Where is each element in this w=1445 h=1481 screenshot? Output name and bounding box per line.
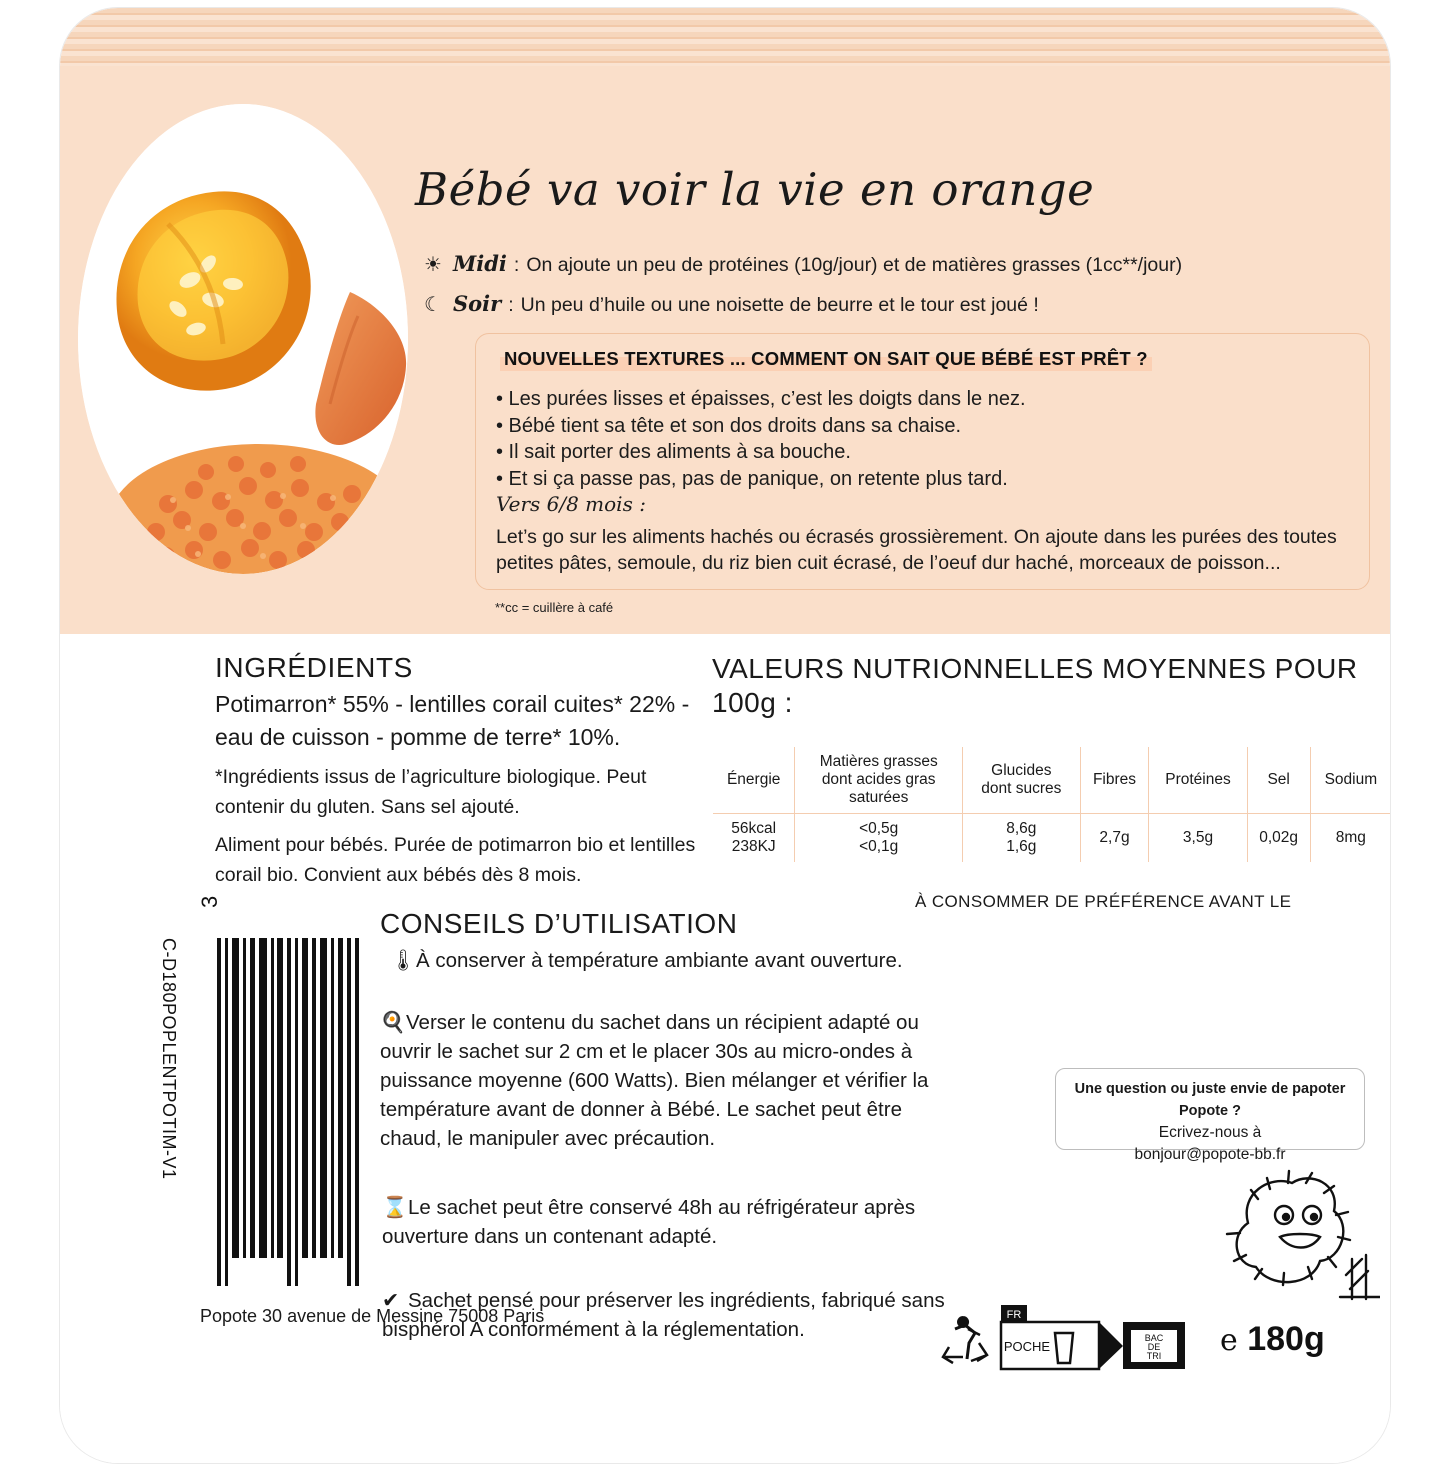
best-before-label: À CONSOMMER DE PRÉFÉRENCE AVANT LE [915, 892, 1292, 911]
th-energie: Énergie [713, 747, 795, 814]
bullet-item: • Et si ça passe pas, pas de panique, on retente plus tard. [496, 467, 1008, 490]
th-sodium: Sodium [1310, 747, 1390, 814]
ingredients-title: INGRÉDIENTS [215, 652, 413, 683]
svg-text:TRI: TRI [1146, 1351, 1162, 1361]
td-carbs: 8,6g 1,6g [963, 814, 1081, 863]
usage-item-fridge [382, 1193, 952, 1251]
check-icon: ✔ [382, 1289, 400, 1312]
textures-title: NOUVELLES TEXTURES ... COMMENT ON SAIT QUE BÉBÉ EST PRÊT ? [500, 346, 1152, 372]
textures-bullets [496, 386, 1356, 492]
nutrition-title: VALEURS NUTRIONNELLES MOYENNES POUR 100g : [712, 653, 1358, 718]
th-proteines: Protéines [1149, 747, 1247, 814]
contact-box [1055, 1068, 1365, 1163]
td-fats: <0,5g <0,1g [795, 814, 963, 863]
recycling-icons [935, 1303, 1195, 1371]
usage-item-text: Verser le contenu du sachet dans un récipient adapté ou ouvrir le sachet sur 2 cm et le placer 30s au micro-ondes à puissance moyenne (600 Watts). Bien mélanger et vérifier la température avant de donner à Bébé. Le sachet peut être chaud, le manipuler avec précaution. [380, 1011, 929, 1150]
moon-icon: ☾ [424, 294, 442, 316]
footnote: **cc = cuillère à café [495, 600, 614, 615]
usage-item-text: Le sachet peut être conservé 48h au réfrigérateur après ouverture dans un contenant adapté. [382, 1196, 916, 1248]
tip-soir-label: Soir [453, 291, 502, 316]
th-sel: Sel [1247, 747, 1310, 814]
tip-midi-sep: : [513, 254, 520, 276]
ingredients-note-organic: *Ingrédients issus de l’agriculture biologique. Peut contenir du gluten. Sans sel ajouté. [215, 766, 647, 818]
weight-value: 180g [1247, 1320, 1325, 1358]
mascot-icon [1200, 1163, 1380, 1323]
svg-text:DE: DE [1147, 1342, 1161, 1352]
tip-midi-label: Midi [453, 251, 507, 276]
bullet-item: • Les purées lisses et épaisses, c’est les doigts dans le nez. [496, 388, 1026, 410]
net-weight [1220, 1320, 1325, 1359]
pouch-top-crimp [60, 8, 1390, 68]
recycling-country: FR [1006, 1309, 1022, 1321]
tip-midi-text: On ajoute un peu de protéines (10g/jour) et de matières grasses (1cc**/jour) [526, 254, 1183, 276]
tip-soir-sep: : [508, 294, 514, 316]
tip-midi [420, 251, 1360, 277]
contact-question: Une question ou juste envie de papoter Popote ? [1074, 1081, 1346, 1119]
barcode-bars [215, 938, 363, 1286]
th-fibres: Fibres [1080, 747, 1149, 814]
barcode [155, 895, 375, 1288]
ingredients-body: Potimarron* 55% - lentilles corail cuites* 22% - eau de cuisson - pomme de terre* 10%. [215, 691, 690, 750]
table-row [713, 814, 1391, 863]
page-title: Bébé va voir la vie en orange [415, 163, 1095, 216]
contact-line2: Ecrivez-nous à [1158, 1124, 1262, 1141]
company-address: Popote 30 avenue de Messine 75008 Paris [200, 1306, 545, 1326]
contact-email[interactable]: bonjour@popote-bb.fr [1134, 1146, 1286, 1163]
tip-soir [420, 291, 1360, 317]
usage-item-storage [390, 946, 960, 975]
sun-icon: ☀ [424, 254, 442, 276]
thermometer-icon: 🌡 [390, 949, 417, 972]
ingredients-note-usage: Aliment pour bébés. Purée de potimarron bio et lentilles corail bio. Convient aux bébés dès 8 mois. [215, 834, 696, 886]
estimated-sign: e [1220, 1323, 1238, 1358]
pouch-bottom-crimp [60, 1441, 1390, 1463]
bullet-item: • Bébé tient sa tête et son dos droits dans sa chaise. [496, 414, 962, 437]
svg-text:BAC: BAC [1144, 1333, 1164, 1343]
food-photo [78, 104, 408, 574]
td-fibres: 2,7g [1080, 814, 1149, 863]
barcode-side-code: C-D180POPLENTPOTIM-V1 [159, 938, 179, 1180]
hourglass-icon: ⌛ [382, 1196, 408, 1219]
vers-body: Let’s go sur les aliments hachés ou écrasés grossièrement. On ajoute dans les purées des toutes petites pâtes, semoule, du riz bien cuit écrasé, de l’oeuf dur haché, morceaux de poisson... [496, 526, 1337, 574]
td-proteines: 3,5g [1149, 814, 1247, 863]
th-carbs: Glucides dont sucres [963, 747, 1081, 814]
table-header-row [713, 747, 1391, 814]
food-illustration [78, 104, 408, 574]
nutrition-table [712, 746, 1390, 863]
vers-label: Vers 6/8 mois : [496, 492, 646, 516]
usage-item-text: À conserver à température ambiante avant ouverture. [416, 949, 903, 972]
usage-title: CONSEILS D’UTILISATION [380, 908, 738, 939]
recycling-pouch-label: POCHE [1003, 1339, 1051, 1354]
barcode-leading-digit: 3 [197, 895, 222, 908]
bullet-item: • Il sait porter des aliments à sa bouche. [496, 441, 851, 463]
td-energie: 56kcal 238KJ [713, 814, 795, 863]
usage-item-text: Sachet pensé pour préserver les ingrédients, fabriqué sans bisphérol A conformément à la réglementation. [382, 1289, 945, 1341]
saucepan-icon: 🍳 [380, 1011, 406, 1034]
tip-soir-text: Un peu d’huile ou une noisette de beurre et le tour est joué ! [520, 294, 1039, 316]
td-sel: 0,02g [1247, 814, 1310, 863]
pouch-body [60, 8, 1390, 1463]
th-fats: Matières grasses dont acides gras saturées [795, 747, 963, 814]
usage-item-heating [380, 1008, 940, 1153]
td-sodium: 8mg [1310, 814, 1390, 863]
